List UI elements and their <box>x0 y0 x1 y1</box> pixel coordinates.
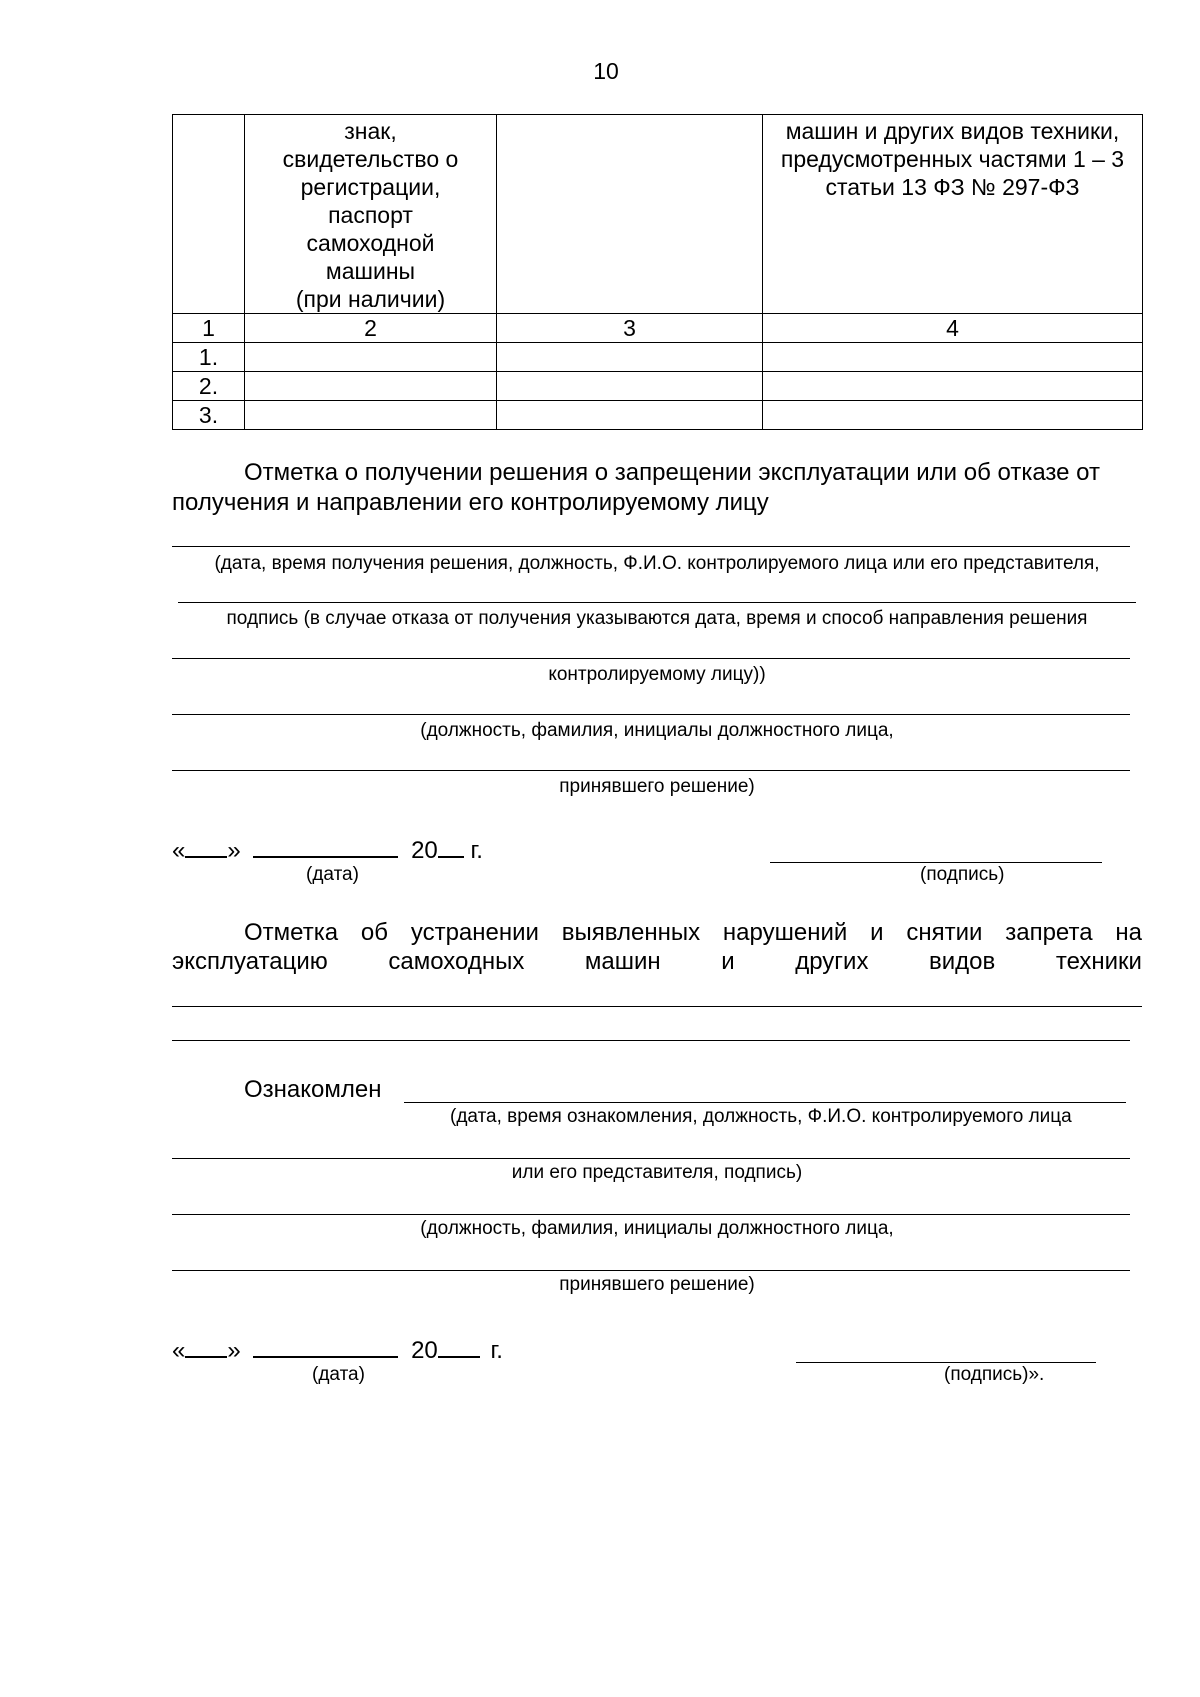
signature-label: (подпись)». <box>944 1364 1045 1385</box>
removal-mark-paragraph-line2: эксплуатацию самоходных машин и других видов техники <box>172 948 1142 975</box>
column-number: 2 <box>245 314 497 343</box>
fill-line <box>172 1270 1130 1271</box>
page-number: 10 <box>593 58 619 84</box>
receipt-caption-5: принявшего решение) <box>559 776 755 797</box>
removal-mark-paragraph: Отметка об устранении выявленных нарушений и снятии запрета на <box>244 919 1142 946</box>
fill-line <box>172 1040 1130 1041</box>
fill-line <box>172 1158 1130 1159</box>
receipt-caption-3: контролируемому лицу)) <box>548 664 766 685</box>
signature-line[interactable] <box>770 862 1102 863</box>
acquainted-line[interactable] <box>404 1102 1126 1103</box>
table-cell <box>245 343 497 372</box>
table-cell <box>763 372 1143 401</box>
table-cell <box>245 372 497 401</box>
column-number-row <box>173 314 1143 343</box>
row-number: 1. <box>173 343 245 372</box>
row-number: 3. <box>173 401 245 430</box>
table-cell <box>763 343 1143 372</box>
header-cell-4: машин и других видов техники, предусмотренных частями 1 – 3 статьи 13 ФЗ № 297-ФЗ <box>763 115 1143 314</box>
receipt-caption-1: (дата, время получения решения, должность, Ф.И.О. контролируемого лица или его представителя, <box>214 553 1100 574</box>
acquainted-caption-1: (дата, время ознакомления, должность, Ф.И.О. контролируемого лица <box>450 1106 1072 1127</box>
table-cell <box>245 401 497 430</box>
table-row <box>173 343 1143 372</box>
acquainted-caption-4: принявшего решение) <box>559 1274 755 1295</box>
fill-line <box>172 658 1130 659</box>
date-field[interactable]: « » 20 г. <box>172 1334 503 1365</box>
signature-line[interactable] <box>796 1362 1096 1363</box>
fill-line <box>172 1214 1130 1215</box>
fill-line <box>172 714 1130 715</box>
fill-line <box>172 546 1130 547</box>
column-number: 1 <box>173 314 245 343</box>
receipt-caption-2: подпись (в случае отказа от получения указываются дата, время и способ направления решения <box>226 608 1088 629</box>
row-number: 2. <box>173 372 245 401</box>
receipt-caption-4: (должность, фамилия, инициалы должностного лица, <box>420 720 894 741</box>
header-cell-1 <box>173 115 245 314</box>
table-cell <box>497 343 763 372</box>
column-number: 3 <box>497 314 763 343</box>
fill-line <box>178 602 1136 603</box>
date-label: (дата) <box>312 1364 365 1385</box>
receipt-mark-paragraph: Отметка о получении решения о запрещении эксплуатации или об отказе от получения и направлении его контролируемому лицу <box>172 459 1100 516</box>
table-row <box>173 401 1143 430</box>
acquainted-label: Ознакомлен <box>244 1076 382 1103</box>
table-row <box>173 372 1143 401</box>
acquainted-caption-2: или его представителя, подпись) <box>511 1162 803 1183</box>
acquainted-caption-3: (должность, фамилия, инициалы должностного лица, <box>420 1218 894 1239</box>
date-label: (дата) <box>306 864 359 885</box>
header-cell-3 <box>497 115 763 314</box>
table-cell <box>497 401 763 430</box>
table-cell <box>763 401 1143 430</box>
fill-line <box>172 770 1130 771</box>
fill-line <box>172 1006 1142 1007</box>
table-header-row <box>173 115 1143 314</box>
column-number: 4 <box>763 314 1143 343</box>
table-cell <box>497 372 763 401</box>
header-cell-2: знак, свидетельство о регистрации, паспорт самоходной машины (при наличии) <box>245 115 497 314</box>
signature-label: (подпись) <box>920 864 1005 885</box>
vehicles-table <box>172 114 1143 430</box>
date-field[interactable]: « » 20 г. <box>172 834 483 865</box>
